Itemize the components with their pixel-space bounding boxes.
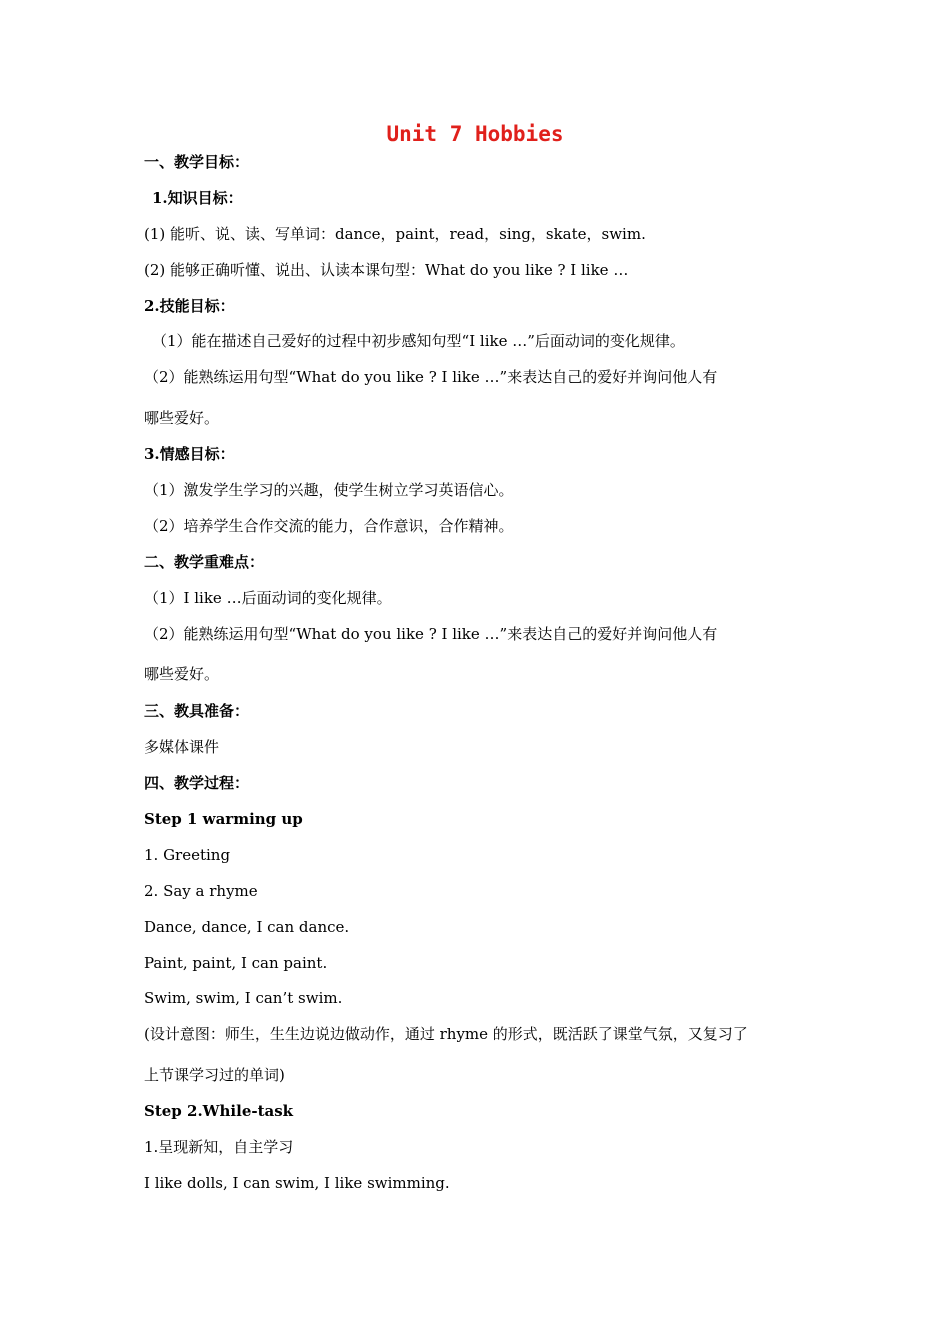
body-line: Swim, swim, I can’t swim. (144, 989, 343, 1007)
body-line: （1）能在描述自己爱好的过程中初步感知句型“I like …”后面动词的变化规律。 (152, 332, 685, 350)
body-line: Paint, paint, I can paint. (144, 954, 328, 972)
section-heading: Step 2.While-task (144, 1102, 294, 1120)
body-line: (1) 能听、说、读、写单词：dance，paint，read，sing，skate，swim. (144, 225, 646, 243)
body-line: (设计意图：师生，生生边说边做动作，通过 rhyme 的形式，既活跃了课堂气氛，又复习了 (144, 1025, 748, 1043)
body-line: （2）培养学生合作交流的能力，合作意识，合作精神。 (144, 517, 514, 535)
body-line: 1. Greeting (144, 846, 231, 864)
section-heading: 二、教学重难点： (144, 553, 265, 571)
body-line: Dance, dance, I can dance. (144, 918, 350, 936)
section-heading: 四、教学过程： (144, 774, 250, 792)
section-heading: Step 1 warming up (144, 810, 303, 828)
body-line: I like dolls, I can swim, I like swimming. (144, 1174, 450, 1192)
section-heading: 一、教学目标： (144, 153, 250, 171)
body-line: 哪些爱好。 (144, 665, 220, 683)
body-line: （1）I like …后面动词的变化规律。 (144, 589, 392, 607)
body-line: 上节课学习过的单词) (144, 1066, 285, 1084)
body-line: （2）能熟练运用句型“What do you like ? I like …”来表达自己的爱好并询问他人有 (144, 625, 718, 643)
body-line: 2. Say a rhyme (144, 882, 258, 900)
body-line: （2）能熟练运用句型“What do you like ? I like …”来表达自己的爱好并询问他人有 (144, 368, 718, 386)
body-line: 哪些爱好。 (144, 409, 220, 427)
section-heading: 2.技能目标： (144, 297, 235, 315)
body-line: (2) 能够正确听懂、说出、认读本课句型：What do you like ? I like … (144, 261, 629, 279)
section-heading: 3.情感目标： (144, 445, 235, 463)
body-line: 多媒体课件 (144, 738, 220, 756)
body-line: 1.呈现新知，自主学习 (144, 1138, 294, 1156)
document-title: Unit 7 Hobbies (386, 122, 564, 146)
section-heading: 三、教具准备： (144, 702, 250, 720)
section-heading: 1.知识目标： (152, 189, 243, 207)
body-line: （1）激发学生学习的兴趣，使学生树立学习英语信心。 (144, 481, 514, 499)
